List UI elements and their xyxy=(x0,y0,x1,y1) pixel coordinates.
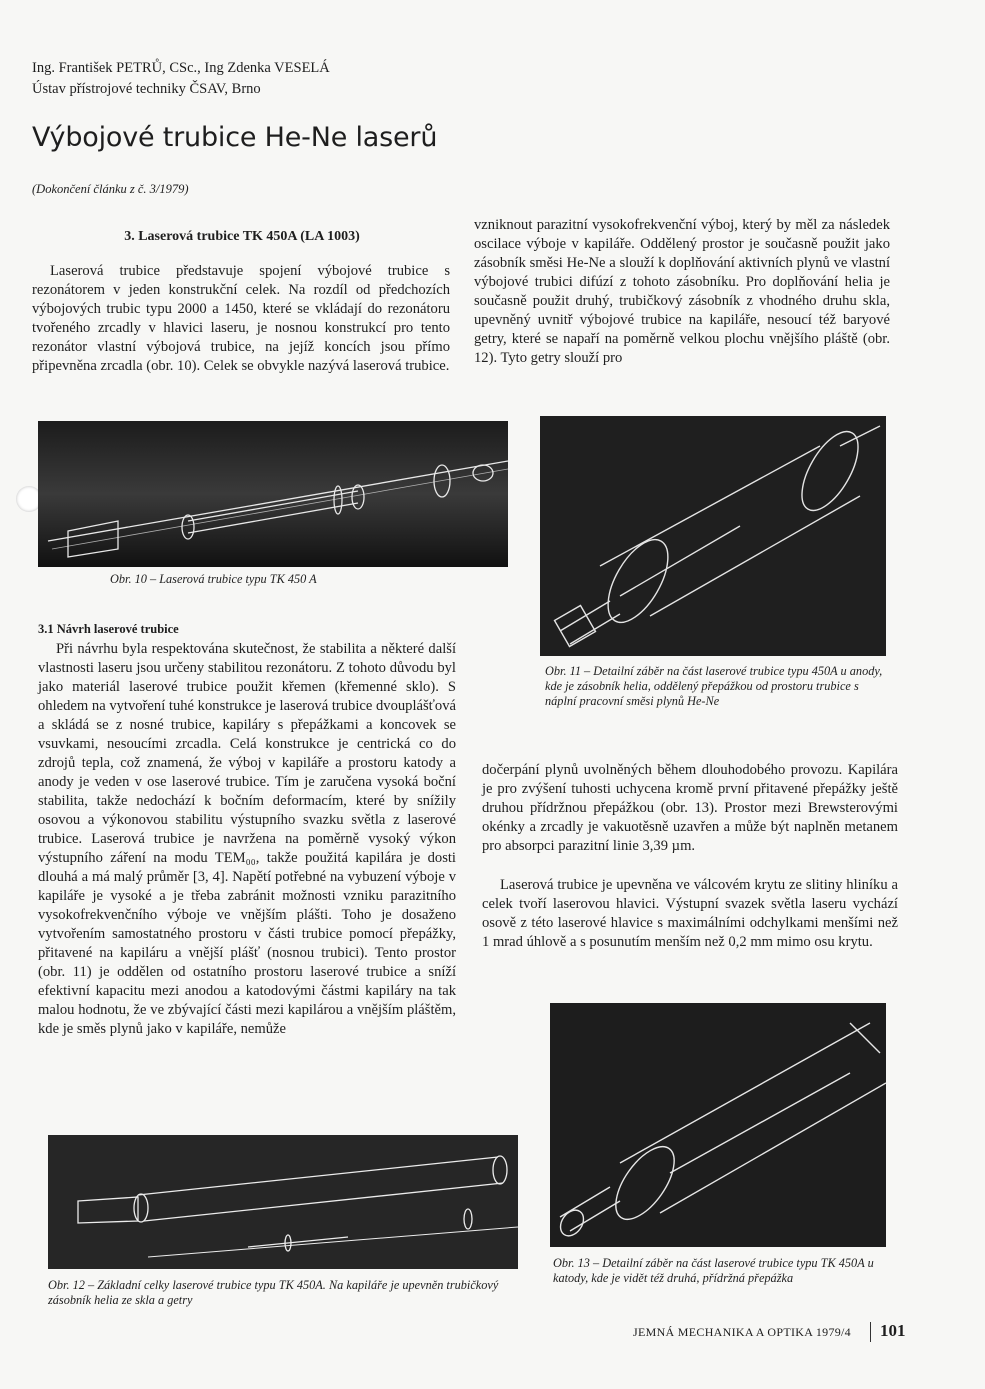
laser-tube-illustration xyxy=(38,421,508,567)
section-3-heading: 3. Laserová trubice TK 450A (LA 1003) xyxy=(124,229,360,244)
page-number: 101 xyxy=(880,1321,906,1340)
figure-10-caption: Obr. 10 – Laserová trubice typu TK 450 A xyxy=(110,572,317,586)
tube-anode-detail-illustration xyxy=(540,416,886,656)
author-block xyxy=(32,58,330,100)
article-title: Výbojové trubice He-Ne laserů xyxy=(32,122,438,153)
section-3-paragraph: Laserová trubice představuje spojení výbojové trubice s rezonátorem v jeden konstrukční celek. Na rozdíl od předchozích výbojových trubic typu 2000 a 1450, které se vkládají do rezonátoru tvořeného zrcadly v hlavici laseru, je nosnou konstrukcí pro tento rezonátor vlastní výbojová trubice, na jejíž koncích jsou přímo připevněna zrcadla (obr. 10). Celek se obvykle nazývá laserová trubice. xyxy=(32,263,450,374)
section-3-1-heading: 3.1 Návrh laserové trubice xyxy=(38,622,179,636)
figure-10-photo xyxy=(38,421,508,567)
section-3-1-paragraph: Při návrhu byla respektována skutečnost, že stabilita a některé další vlastnosti laseru jsou určeny stabilitou rezonátoru. Z tohoto důvodu byl jako materiál laserové trubice použit křemen (křemenné sklo). S ohledem na vytvoření tuhé konstrukce je laserová trubice dvouplášťová a skládá se z nosné trubice, kapiláry s přepážkami a koncovek se vsuvkami, nesoucími zrcadla. Celá konstrukce je centrická co do zdrojů tepla, což znamená, že výboj v kapiláře a prostoru katody a anody je veden v ose laserové trubice. Tím je zaručena vysoká boční stabilita, takže nedochází k bočním deformacím, které by snížily osovou a výkonovou stabilitu výstupního svazku světla z laserové trubice. Laserová trubice je navržena na poměrně vysoký výkon výstupního záření na modu TEM₀₀, takže použitá kapilára je dosti dlouhá a má malý průměr [3, 4]. Napětí potřebné na vybuzení výboje v kapiláře je vysoké a je třeba zabránit možnosti vzniku parazitního vysokofrekvenčního výboje ve vnějším plášti. Toho je dosaženo vytvořením samostatného prostoru v části trubice pomocí přepážky, přitavené na kapiláru a vnější plášť (nosnou trubici). Tento prostor (obr. 11) je oddělen od ostatního prostoru laserové trubice a sníží efektivní kapacitu mezi anodou a katodovými částmi kapiláry na tak malou hodnotu, že ve zbývající části mezi kapilárou a vnějším pláštěm, kde je směs plynů jako v kapiláře, nemůže xyxy=(38,641,456,1037)
tube-cathode-detail-illustration xyxy=(550,1003,886,1247)
right-column-paragraph-2: dočerpání plynů uvolněných během dlouhodobého provozu. Kapilára je pro zvýšení tuhosti uchycena kromě první přitavené přepážky ještě druhou přídržnou přepážkou (obr. 13). Prostor mezi Brewsterovými okénky a zrcadly je vakuotěsně uzavřen a může být naplněn metanem pro absorpci parazitní linie 3,39 µm. xyxy=(482,762,898,854)
institute-line: Ústav přístrojové techniky ČSAV, Brno xyxy=(32,81,261,97)
right-column-paragraph-3: Laserová trubice je upevněna ve válcovém krytu ze slitiny hliníku a celek tvoří laserovou hlavici. Výstupní svazek světla laseru vychází osově z této laserové hlavice s maximálními odchylkami menšími než 1 mrad úhlově a s posunutím menším než 0,2 mm mimo osu krytu. xyxy=(482,877,898,950)
journal-footer: JEMNÁ MECHANIKA A OPTIKA 1979/4 xyxy=(633,1325,851,1339)
footer-divider xyxy=(870,1322,871,1342)
figure-13-caption: Obr. 13 – Detailní záběr na část laserové trubice typu TK 450A u katody, kde je vidět též druhá, přídržná přepážka xyxy=(553,1256,874,1285)
tube-components-illustration xyxy=(48,1135,518,1269)
figure-11-caption: Obr. 11 – Detailní záběr na část laserové trubice typu 450A u anody, kde je zásobník helia, oddělený přepážkou od prostoru trubice s náplní pracovní směsi plynů He-Ne xyxy=(545,664,883,708)
figure-12-caption: Obr. 12 – Základní celky laserové trubice typu TK 450A. Na kapiláře je upevněn trubičkový zásobník helia ze skla a getry xyxy=(48,1278,499,1307)
figure-11-photo xyxy=(540,416,886,656)
figure-13-photo xyxy=(550,1003,886,1247)
authors-line: Ing. František PETRŮ, CSc., Ing Zdenka VESELÁ xyxy=(32,60,330,76)
right-column-paragraph-1: vzniknout parazitní vysokofrekvenční výboj, který by měl za následek oscilace výboje v kapiláře. Oddělený prostor je současně použit jako zásobník směsi He-Ne a slouží k doplňování aktivních plynů ve vlastní výbojové trubici difúzí z tohoto zásobníku. Pro doplňování helia je současně použit druhý, trubičkový zásobník z vhodného druhu skla, upevněný uvnitř výbojové trubice na kapiláře, nesoucí též baryové getry, které se napaří na poměrně velkou plochu vnějšího pláště (obr. 12). Tyto getry slouží pro xyxy=(474,217,890,366)
continuation-note: (Dokončení článku z č. 3/1979) xyxy=(32,182,189,196)
figure-12-photo xyxy=(48,1135,518,1269)
